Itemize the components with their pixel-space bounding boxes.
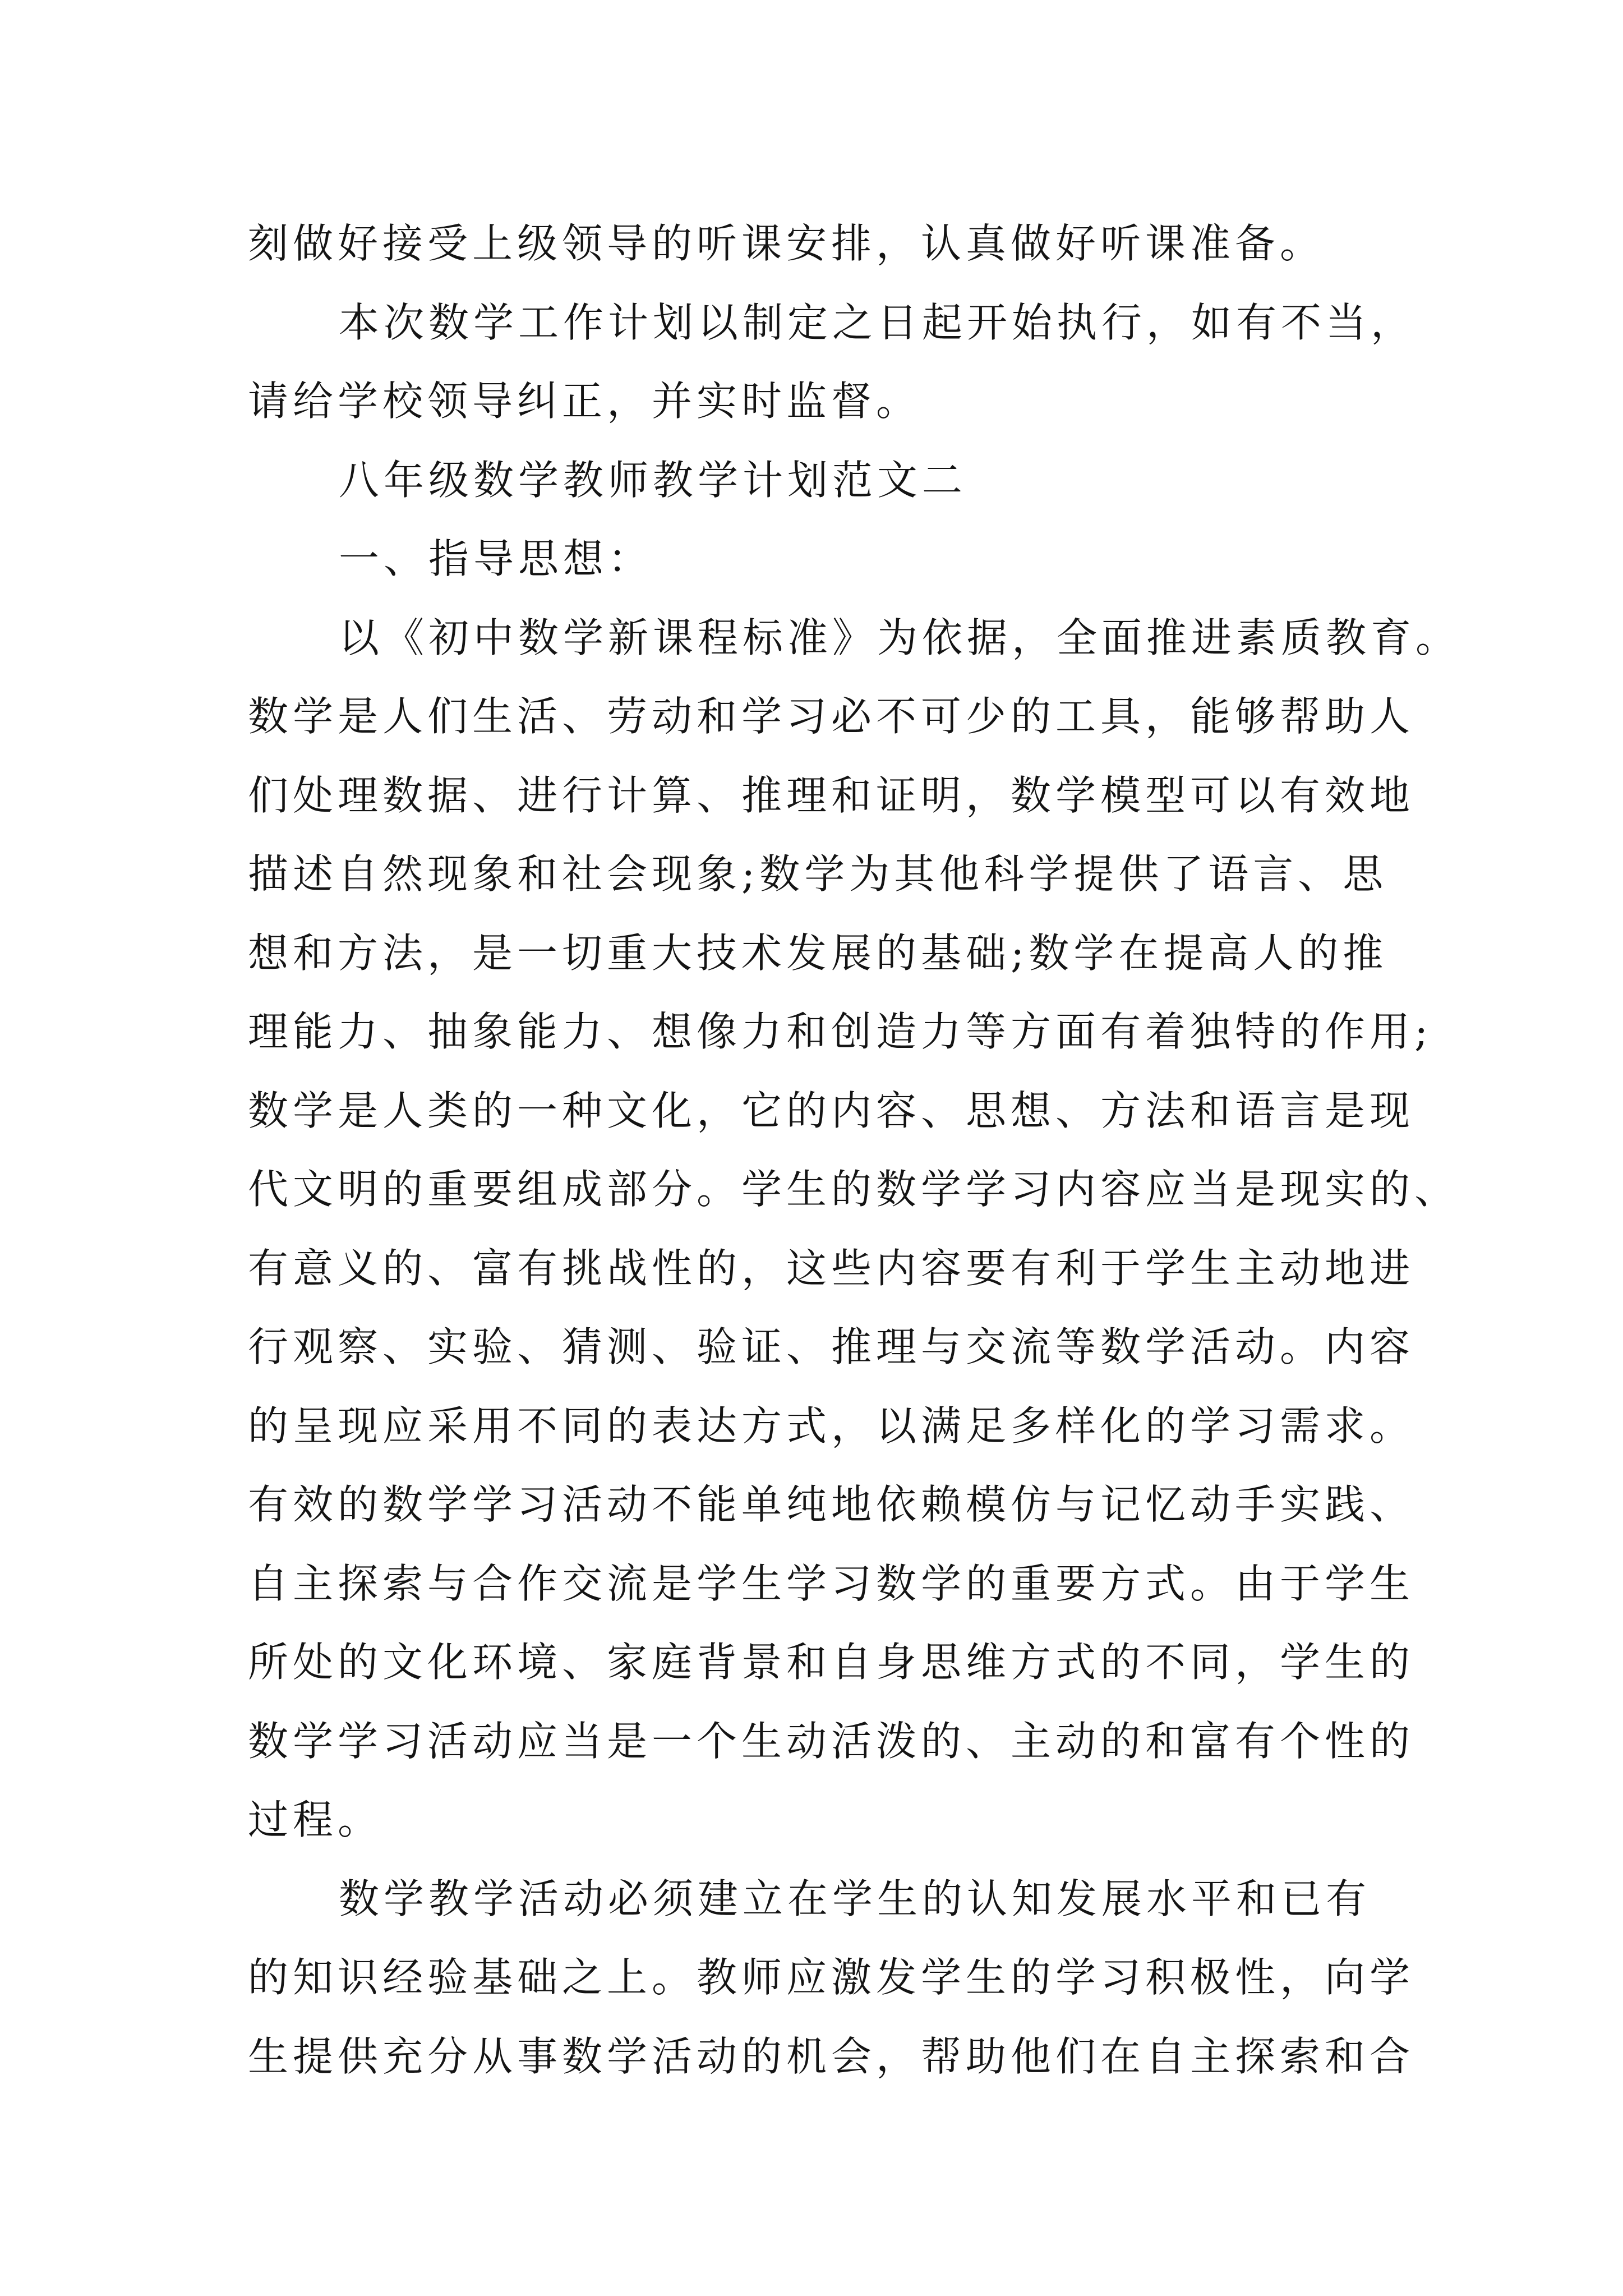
text-line: 描述自然现象和社会现象;数学为其他科学提供了语言、思 [248, 850, 1388, 898]
text-line: 所处的文化环境、家庭背景和自身思维方式的不同，学生的 [248, 1639, 1415, 1686]
section-heading [248, 519, 1482, 599]
text-line: 数学教学活动必须建立在学生的认知发展水平和已有 [339, 1875, 1371, 1922]
title-line: 八年级数学教师教学计划范文二 [339, 456, 967, 504]
text-line: 的呈现应采用不同的表达方式，以满足多样化的学习需求。 [248, 1402, 1415, 1450]
text-line: 数学是人们生活、劳动和学习必不可少的工具，能够帮助人 [248, 693, 1415, 740]
text-line: 过程。 [248, 1796, 383, 1843]
text-line: 理能力、抽象能力、想像力和创造力等方面有着独特的作用; [248, 1008, 1433, 1055]
paragraph-plan-execution [248, 283, 1482, 441]
text-line: 数学是人类的一种文化，它的内容、思想、方法和语言是现 [248, 1087, 1415, 1134]
text-line: 请给学校领导纠正，并实时监督。 [248, 378, 921, 425]
document-body [248, 204, 1482, 2096]
text-line: 自主探索与合作交流是学生学习数学的重要方式。由于学生 [248, 1559, 1415, 1607]
text-line: 生提供充分从事数学活动的机会，帮助他们在自主探索和合 [248, 2032, 1415, 2080]
text-line: 们处理数据、进行计算、推理和证明，数学模型可以有效地 [248, 771, 1415, 819]
text-line: 行观察、实验、猜测、验证、推理与交流等数学活动。内容 [248, 1323, 1415, 1370]
heading-line: 一、指导思想： [339, 535, 653, 582]
paragraph-continuation [248, 204, 1482, 283]
section-title [248, 441, 1482, 520]
text-line: 有意义的、富有挑战性的，这些内容要有利于学生主动地进 [248, 1244, 1415, 1292]
paragraph-teaching-activities [248, 1860, 1482, 2096]
text-line: 数学学习活动应当是一个生动活泼的、主动的和富有个性的 [248, 1717, 1415, 1765]
text-line: 想和方法，是一切重大技术发展的基础;数学在提高人的推 [248, 929, 1388, 977]
text-line: 本次数学工作计划以制定之日起开始执行，如有不当， [339, 298, 1416, 346]
text-line: 代文明的重要组成部分。学生的数学学习内容应当是现实的、 [248, 1166, 1460, 1213]
text-line: 以《初中数学新课程标准》为依据，全面推进素质教育。 [339, 614, 1461, 661]
paragraph-guiding-ideology [248, 599, 1482, 1860]
text-line: 有效的数学学习活动不能单纯地依赖模仿与记忆动手实践、 [248, 1481, 1415, 1528]
text-line: 的知识经验基础之上。教师应激发学生的学习积极性，向学 [248, 1954, 1415, 2001]
text-line: 刻做好接受上级领导的听课安排，认真做好听课准备。 [248, 220, 1325, 267]
